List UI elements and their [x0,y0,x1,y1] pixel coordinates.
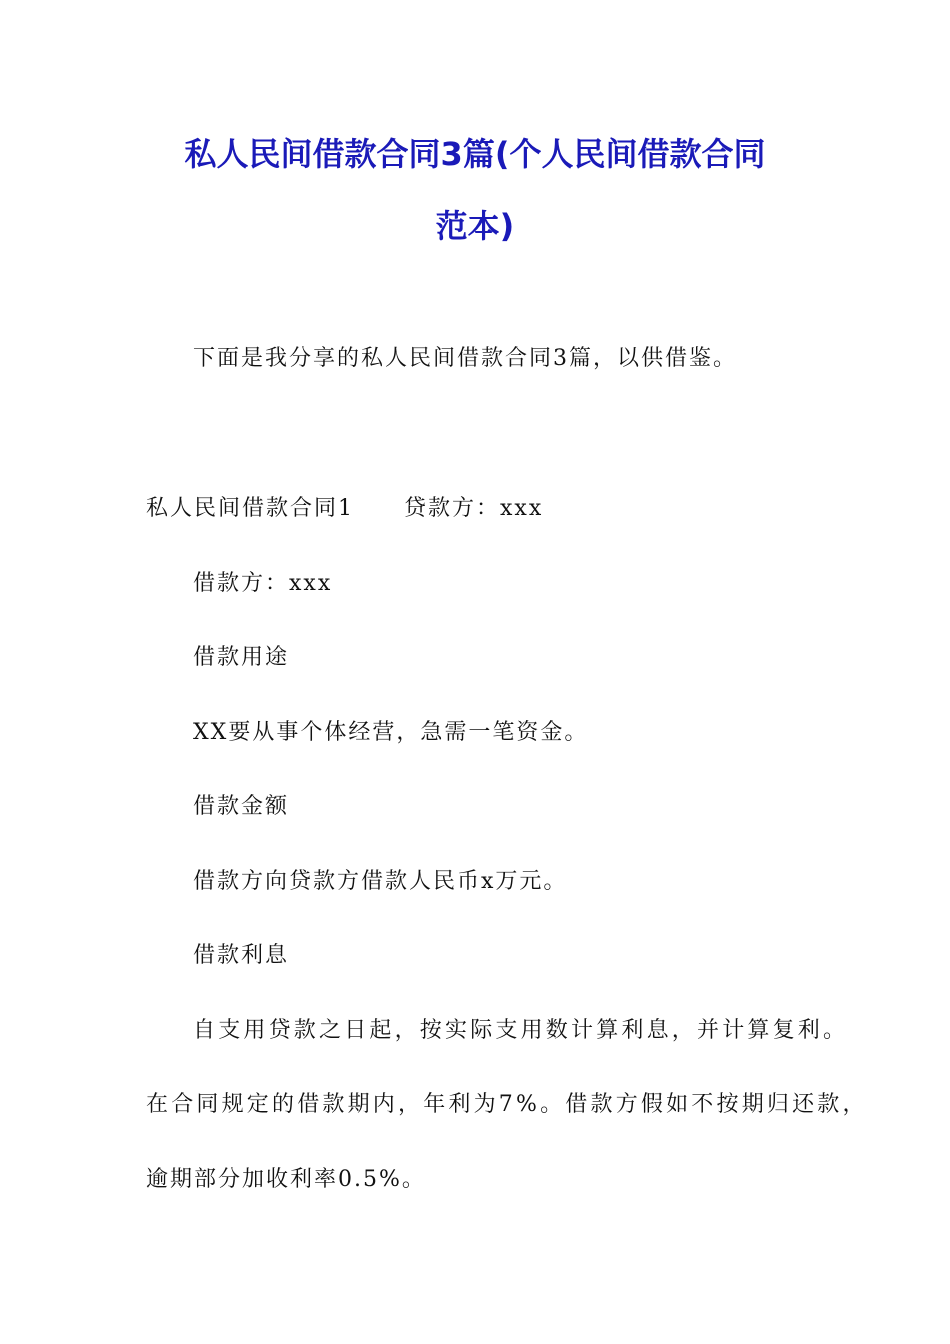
purpose-heading: 借款用途 [193,645,290,670]
interest-text-line-2: 在合同规定的借款期内，年利为7%。借款方假如不按期归还款， [146,1092,868,1117]
document-title-line-2: 范本) [435,207,515,245]
interest-text-line-1: 自支用贷款之日起，按实际支用数计算利息，并计算复利。 [193,1018,849,1043]
amount-text: 借款方向贷款方借款人民币x万元。 [193,869,568,894]
lender-field: 贷款方：xxx [404,496,544,521]
intro-paragraph: 下面是我分享的私人民间借款合同3篇，以供借鉴。 [193,346,737,371]
purpose-text: XX要从事个体经营，急需一笔资金。 [193,720,589,745]
interest-text-line-3: 逾期部分加收利率0.5%。 [146,1167,426,1192]
contract-heading-row [146,494,543,524]
amount-heading: 借款金额 [193,794,290,819]
borrower-field: 借款方：xxx [193,571,333,596]
document-title-line-1: 私人民间借款合同3篇(个人民间借款合同 [184,135,766,173]
interest-heading: 借款利息 [193,943,290,968]
contract-heading: 私人民间借款合同1 [146,496,354,521]
